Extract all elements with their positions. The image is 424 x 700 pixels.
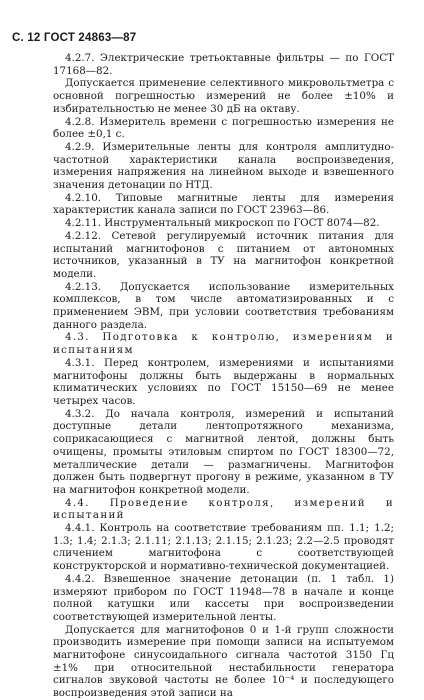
- paragraph: Допускается для магнитофонов 0 и 1-й групп сложности производить измерение при помощи записи на испытуемом магнитофоне синусоидального сигнала частотой 3150 Гц ±1% при относительной нестабильности генератора сигналов звуковой частоты не более 10⁻⁴ и последующего воспроизведения этой записи на: [53, 623, 394, 700]
- paragraph: 4.3.2. До начала контроля, измерений и испытаний доступные детали лентопротяжного механизма, соприкасающиеся с магнитной лентой, должны быть очищены, промыты этиловым спиртом по ГОСТ 18300—72, металлические детали — размагничены. Магнитофон должен быть подвергнут прогону в режиме, указанном в ТУ на магнитофон конкретной модели.: [53, 407, 394, 496]
- page-header: С. 12 ГОСТ 24863—87: [12, 32, 137, 44]
- paragraph: 4.2.8. Измеритель времени с погрешностью измерения не более ±0,1 с.: [53, 115, 394, 141]
- paragraph: 4.2.9. Измерительные ленты для контроля амплитудно-частотной характеристики канала воспроизведения, измерения напряжения на линейном выходе и взвешенного значения детонации по НТД.: [53, 140, 394, 192]
- paragraph: 4.3.1. Перед контролем, измерениями и испытаниями магнитофоны должны быть выдержаны в нормальных климатических условиях по ГОСТ 15150—69 не менее четырех часов.: [53, 356, 394, 407]
- page-body: [53, 52, 394, 700]
- paragraph: 4.2.10. Типовые магнитные ленты для измерения характеристик канала записи по ГОСТ 23963—86.: [53, 191, 394, 217]
- paragraph: 4.2.7. Электрические третьоктавные фильтры — по ГОСТ 17168—82.: [53, 52, 394, 77]
- section-heading: 4.3. Подготовка к контролю, измерениям и испытаниям: [53, 331, 394, 357]
- paragraph: Допускается применение селективного микровольтметра с основной погрешностью измерений не более ±10% и избирательностью не менее 30 дБ на октаву.: [53, 77, 394, 115]
- paragraph: 4.2.11. Инструментальный микроскоп по ГОСТ 8074—82.: [65, 217, 380, 230]
- section-heading: 4.4. Проведение контроля, измерений и испытаний: [53, 496, 394, 522]
- paragraph: 4.4.1. Контроль на соответствие требованиям пп. 1.1; 1.2; 1.3; 1.4; 2.1.3; 2.1.11; 2.1.13; 2.1.15; 2.1.23; 2.2—2.5 проводят сличением магнитофона с соответствующей конструкторской и нормативно-технической документацией.: [53, 522, 394, 573]
- paragraph: 4.2.13. Допускается использование измерительных комплексов, в том числе автоматизированных и с применением ЭВМ, при условии соответствия требованиям данного раздела.: [53, 280, 394, 331]
- paragraph: 4.2.12. Сетевой регулируемый источник питания для испытаний магнитофонов с питанием от автономных источников, указанный в ТУ на магнитофон конкретной модели.: [53, 229, 394, 280]
- paragraph: 4.4.2. Взвешенное значение детонации (п. 1 табл. 1) измеряют прибором по ГОСТ 11948—78 в начале и конце полной катушки или кассеты при воспроизведении соответствующей измерительной ленты.: [53, 572, 394, 623]
